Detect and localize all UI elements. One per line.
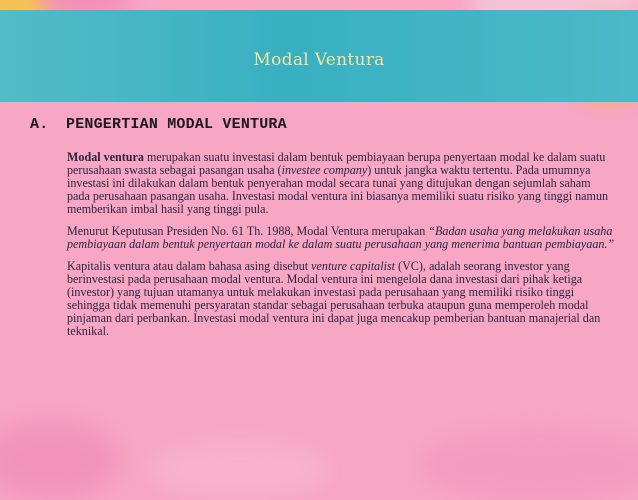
paragraph-text: (VC), adalah seorang investor yang berinvestasi pada perusahaan modal ventura. Modal ventura ini mengelola dana investasi dari pihak ketiga (investor) yang tujuan utamanya untuk melakukan investasi pada perusahaan yang memiliki risiko tinggi sehingga tidak memenuhi persyaratan standar sebagai perusahaan terbuka ataupun guna memperoleh modal pinjaman dari perbankan. Investasi modal ventura ini dapat juga mencakup pemberian bantuan manajerial dan teknikal. xyxy=(67,259,601,338)
paragraph-text: Menurut Keputusan Presiden No. 61 Th. 1988, Modal Ventura merupakan xyxy=(67,224,429,238)
paragraph-definition xyxy=(67,151,615,216)
paragraph-text: Kapitalis ventura atau dalam bahasa asing disebut xyxy=(67,259,312,273)
paragraph-venture-capitalist xyxy=(67,260,615,338)
bold-term: Modal ventura xyxy=(67,150,144,164)
section-heading xyxy=(30,116,287,133)
italic-term: investee company xyxy=(281,163,368,177)
paragraph-text: ) untuk jangka waktu tertentu. Pada umumnya investasi ini dilakukan dalam bentuk penyerahan modal secara tunai yang ditujukan dengan sejumlah saham pada perusahaan pasangan usaha. Investasi modal ventura ini biasanya memiliki suatu risiko yang tinggi namun memberikan imbal hasil yang tinggi pula. xyxy=(67,163,609,216)
slide-body xyxy=(67,151,615,347)
decorative-paint-blob xyxy=(420,430,638,500)
paragraph-keppres xyxy=(67,225,615,251)
paragraph-text: merupakan suatu investasi dalam bentuk pembiayaan berupa penyertaan modal ke dalam suatu perusahaan swasta sebagai pasangan usaha ( xyxy=(67,150,606,177)
section-marker: A. xyxy=(30,116,49,133)
italic-quote: “Badan usaha yang melakukan usaha pembiayaan dalam bentuk penyertaan modal ke dalam suatu perusahaan yang menerima bantuan pembiayaan.” xyxy=(67,224,615,251)
decorative-paint-blob xyxy=(0,420,120,500)
italic-term: venture capitalist xyxy=(311,259,396,273)
section-heading-text: PENGERTIAN MODAL VENTURA xyxy=(66,116,287,133)
decorative-paint-blob xyxy=(150,440,330,500)
slide-title: Modal Ventura xyxy=(253,50,385,70)
